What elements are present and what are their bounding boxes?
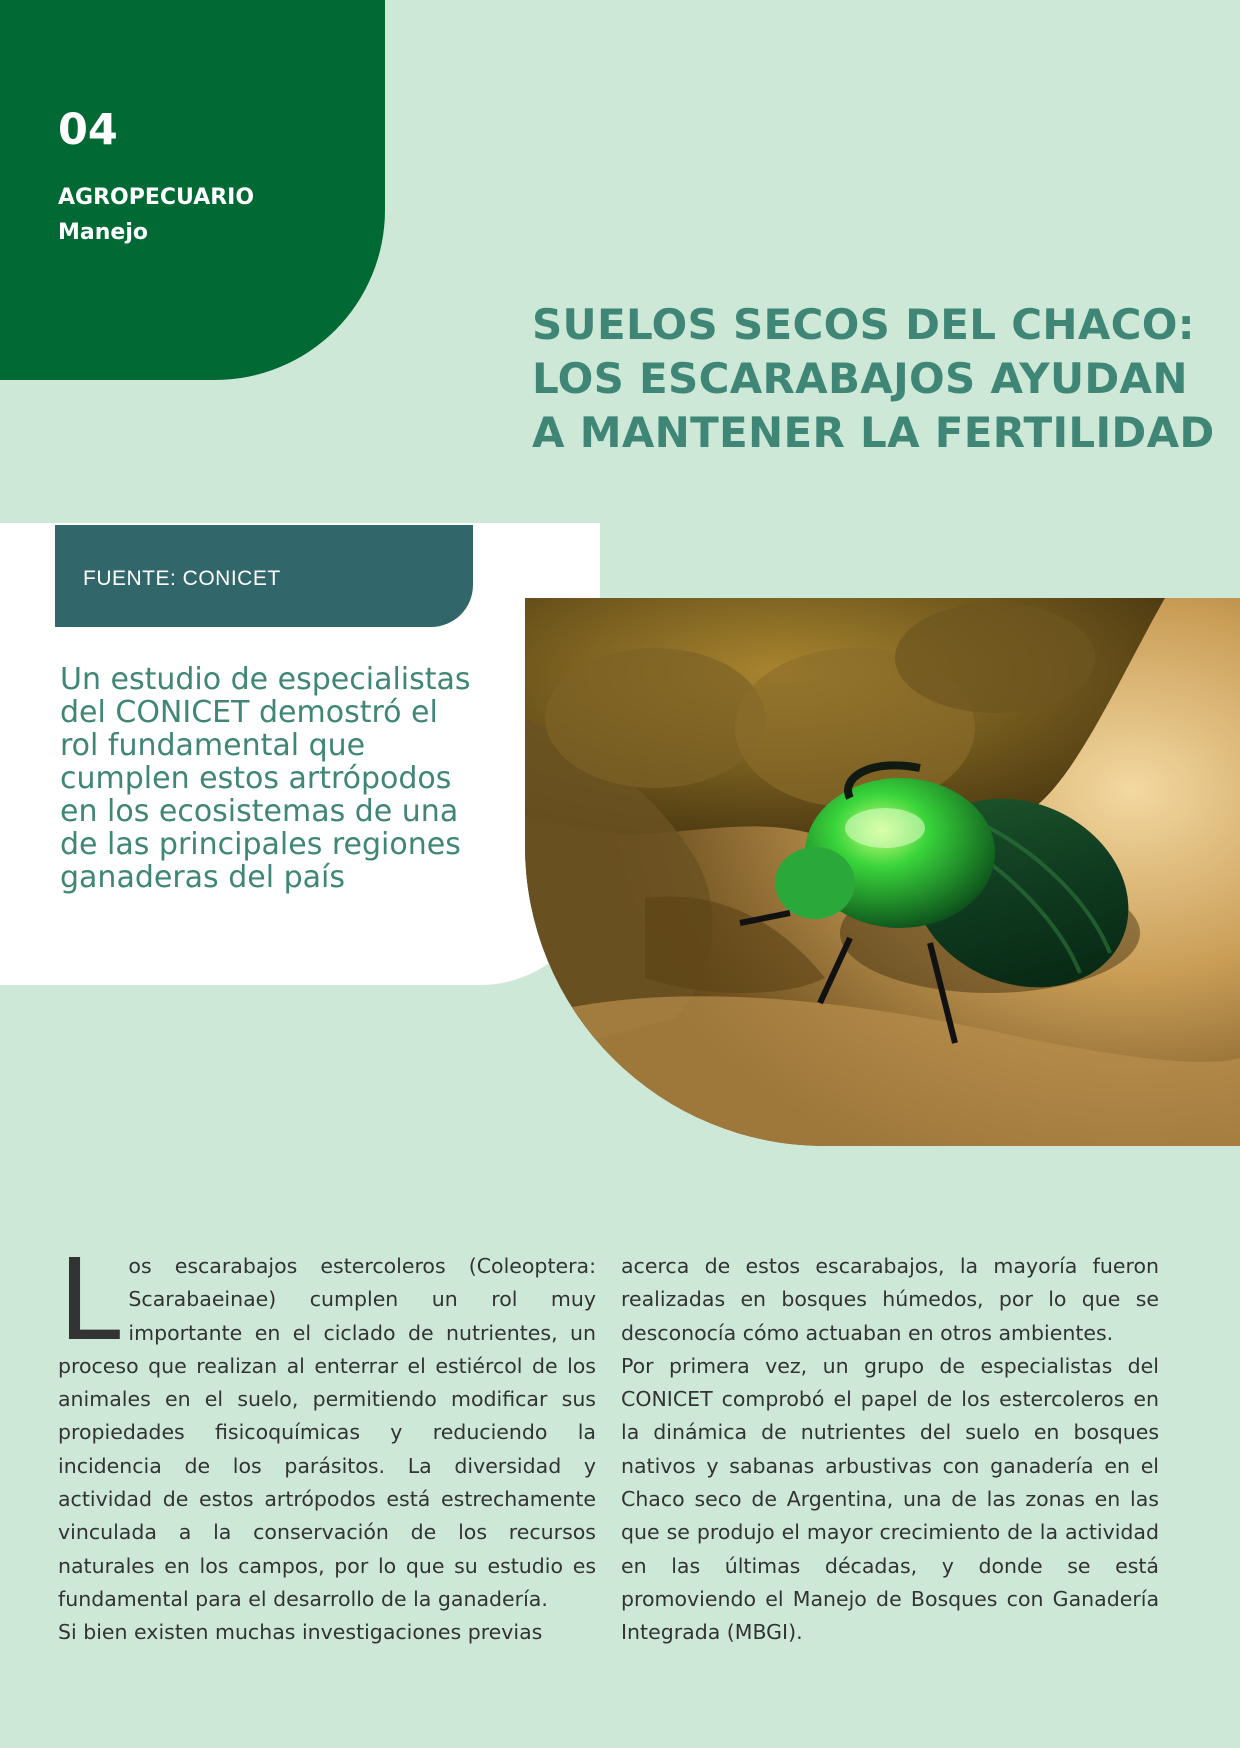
lead-line: cumplen estos artrópodos: [60, 761, 452, 796]
drop-cap: L: [58, 1236, 121, 1366]
lead-paragraph: [60, 663, 510, 894]
section-number: 04: [58, 105, 118, 155]
section-subsection: Manejo: [58, 220, 148, 245]
lead-line: del CONICET demostró el: [60, 695, 438, 730]
headline-line: SUELOS SECOS DEL CHACO:: [532, 300, 1195, 349]
body-column-left: [58, 1236, 596, 1650]
article-headline: [532, 298, 1215, 460]
headline-line: LOS ESCARABAJOS AYUDAN: [532, 354, 1188, 403]
body-paragraph: Si bien existen muchas investigaciones previas: [58, 1620, 543, 1645]
body-paragraph: [58, 1236, 596, 1616]
lead-line: de las principales regiones: [60, 827, 461, 862]
section-name: AGROPECUARIO: [58, 185, 255, 210]
body-paragraph: Por primera vez, un grupo de especialistas del CONICET comprobó el papel de los estercoleros en la dinámica de nutrientes del suelo en bosques nativos y sabanas arbustivas con ganadería en el Chaco seco de Argentina, una de las zonas en las que se produjo el mayor crecimiento de la actividad en las últimas décadas, y donde se está promoviendo el Manejo de Bosques con Ganadería Integrada (MBGI).: [621, 1353, 1159, 1645]
body-paragraph: acerca de estos escarabajos, la mayoría fueron realizadas en bosques húmedos, por lo que se desconocía cómo actuaban en otros ambientes.: [621, 1254, 1159, 1345]
lead-line: rol fundamental que: [60, 728, 366, 763]
beetle-photo: [525, 598, 1240, 1146]
lead-line: ganaderas del país: [60, 860, 345, 895]
headline-line: A MANTENER LA FERTILIDAD: [532, 408, 1215, 457]
lead-line: en los ecosistemas de una: [60, 794, 459, 829]
source-label: FUENTE: CONICET: [55, 525, 473, 627]
body-text: os escarabajos estercoleros (Coleoptera: Scarabaeinae) cumplen un rol muy importante en el ciclado de nutrientes, un proceso que realizan al enterrar el estiércol de los animales en el suelo, permitiendo modificar sus propiedades fisicoquímicas y reduciendo la incidencia de los parásitos. La diversidad y actividad de estos artrópodos está estrechamente vinculada a la conservación de los recursos naturales en los campos, por lo que su estudio es fundamental para el desarrollo de la ganadería.: [58, 1254, 596, 1611]
body-column-right: [621, 1250, 1159, 1650]
beetle-photo-illustration: [525, 598, 1240, 1146]
lead-line: Un estudio de especialistas: [60, 662, 471, 697]
